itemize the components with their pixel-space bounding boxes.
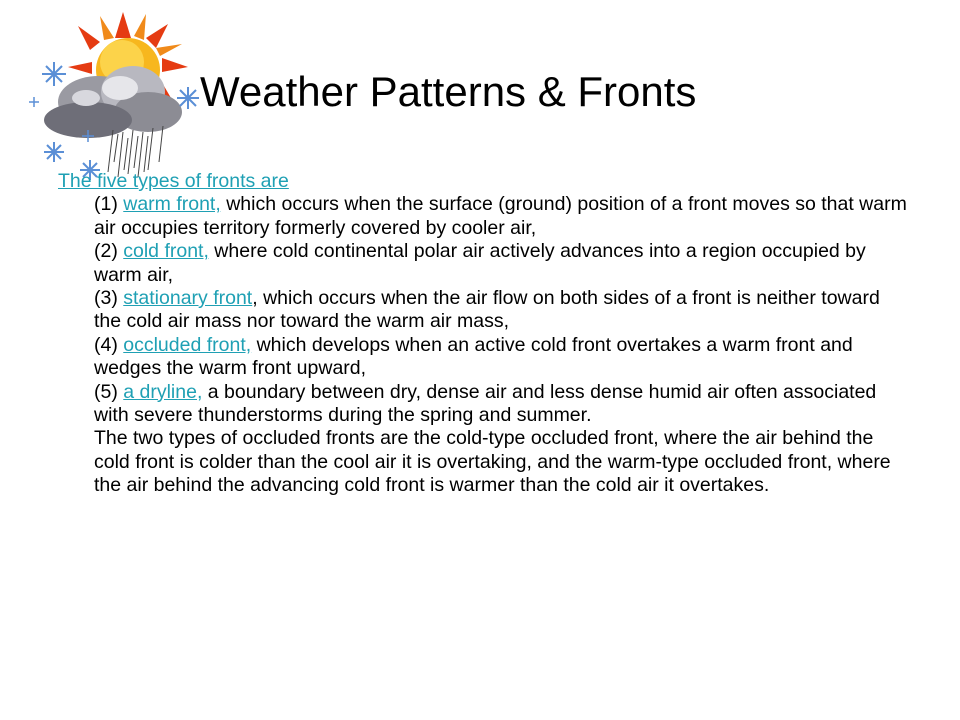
item-number: (4) <box>94 333 124 356</box>
item-text: which occurs when the surface (ground) position of a front moves so that warm air occupies territory formerly covered by cooler air, <box>94 193 907 239</box>
fronts-list <box>58 193 908 497</box>
dryline-link[interactable]: a dryline, <box>123 380 203 403</box>
list-item <box>94 334 908 381</box>
list-item <box>94 287 908 334</box>
warm-front-link[interactable]: warm front, <box>123 193 221 216</box>
occluded-front-link[interactable]: occluded front, <box>123 333 252 356</box>
item-text: , which occurs when the air flow on both sides of a front is neither toward the cold air mass nor toward the warm air mass, <box>94 287 880 333</box>
item-text: where cold continental polar air actively advances into a region occupied by warm air, <box>94 240 866 286</box>
list-item <box>94 381 908 428</box>
list-item <box>94 240 908 287</box>
item-number: (5) <box>94 380 124 403</box>
cold-front-link[interactable]: cold front, <box>123 240 209 263</box>
item-text: a boundary between dry, dense air and less dense humid air often associated with severe thunderstorms during the spring and summer. <box>94 380 877 427</box>
page-title: Weather Patterns & Fronts <box>200 68 697 115</box>
item-number: (2) <box>94 240 124 263</box>
intro-link[interactable]: The five types of fronts are <box>58 170 289 192</box>
stationary-front-link[interactable]: stationary front <box>123 287 253 310</box>
closing-paragraph: The two types of occluded fronts are the cold-type occluded front, where the air behind the cold front is colder than the cool air it is overtaking, and the warm-type occluded front, where the air behind the advancing cold front is warmer than the cold air it overtakes. <box>94 427 891 497</box>
item-number: (3) <box>94 287 124 310</box>
weather-clipart-icon <box>28 12 208 182</box>
cloud-icon <box>44 66 182 138</box>
item-text: which develops when an active cold front overtakes a warm front and wedges the warm front upward, <box>94 333 853 380</box>
fronts-description <box>58 170 908 498</box>
list-item <box>94 193 908 240</box>
item-number: (1) <box>94 193 124 216</box>
